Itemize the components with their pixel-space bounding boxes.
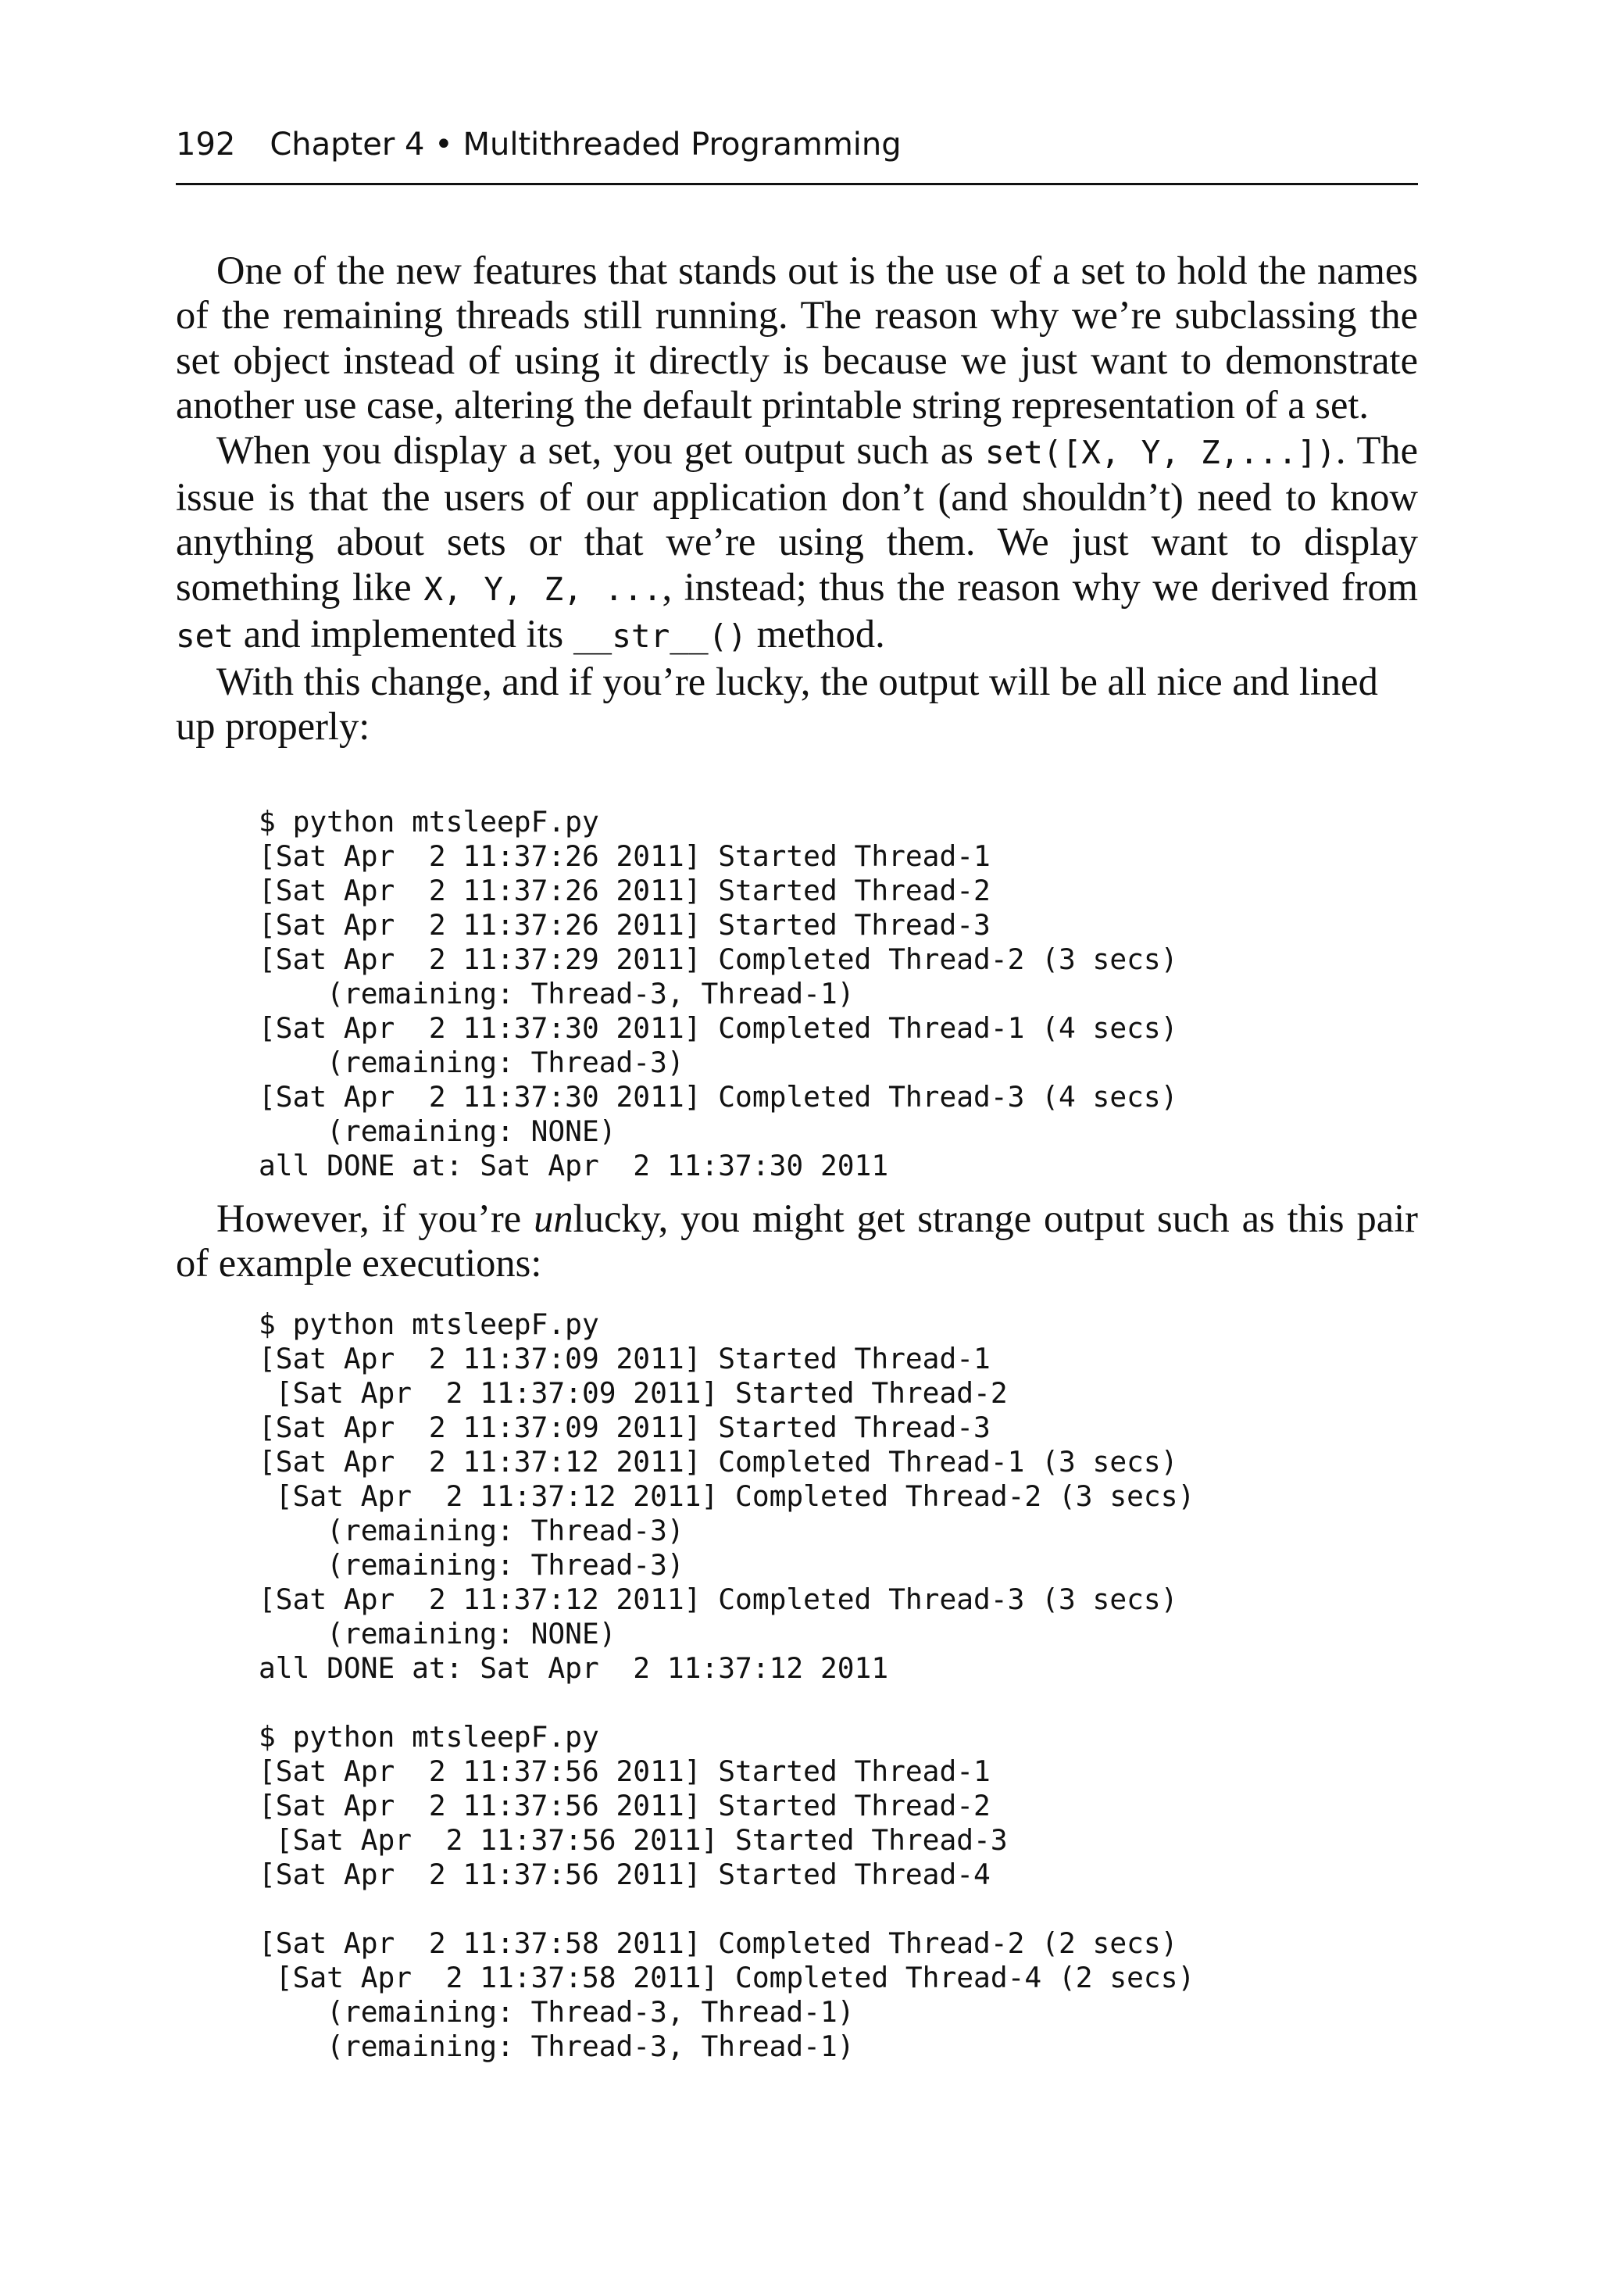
page-number: 192 xyxy=(176,127,236,163)
code-block-unlucky-output: $ python mtsleepF.py [Sat Apr 2 11:37:09 2011] Started Thread-1 [Sat Apr 2 11:37:09 2011] Started Thread-2 [Sat Apr 2 11:37:09 2011] Started Thread-3 [Sat Apr 2 11:37:12 2011] Completed Thread-1 (3 secs) [Sat Apr 2 11:37:12 2011] Completed Thread-2 (3 secs) (remaining: Thread-3) (remaining: Thread-3) [Sat Apr 2 11:37:12 2011] Completed Thread-3 (3 secs) (remaining: NONE) all DONE at: Sat Apr 2 11:37:12 2011 $ python mtsleepF.py [Sat Apr 2 11:37:56 2011] Started Thread-1 [Sat Apr 2 11:37:56 2011] Started Thread-2 [Sat Apr 2 11:37:56 2011] Started Thread-3 [Sat Apr 2 11:37:56 2011] Started Thread-4 [Sat Apr 2 11:37:58 2011] Completed Thread-2 (2 secs) [Sat Apr 2 11:37:58 2011] Completed Thread-4 (2 secs) (remaining: Thread-3, Thread-1) (remaining: Thread-3, Thread-1) xyxy=(259,1307,1195,2063)
emphasis-un: un xyxy=(534,1196,573,1240)
unlucky-text xyxy=(176,1196,1418,1286)
inline-code-set: set([X, Y, Z,...]) xyxy=(984,433,1336,471)
inline-code-set-word: set xyxy=(176,617,234,656)
inline-code-xyz: X, Y, Z, ... xyxy=(423,570,662,608)
code-block-lucky-output: $ python mtsleepF.py [Sat Apr 2 11:37:26 2011] Started Thread-1 [Sat Apr 2 11:37:26 2011] Started Thread-2 [Sat Apr 2 11:37:26 2011] Started Thread-3 [Sat Apr 2 11:37:29 2011] Completed Thread-2 (3 secs) (remaining: Thread-3, Thread-1) [Sat Apr 2 11:37:30 2011] Completed Thread-1 (4 secs) (remaining: Thread-3) [Sat Apr 2 11:37:30 2011] Completed Thread-3 (4 secs) (remaining: NONE) all DONE at: Sat Apr 2 11:37:30 2011 xyxy=(259,805,1178,1182)
paragraph-unlucky-output: However, if you’re unlucky, you might get strange output such as this pair of example executions: xyxy=(176,1196,1418,1286)
paragraph-set-feature: One of the new features that stands out is the use of a set to hold the names of the remaining threads still running. The reason why we’re subclassing the set object instead of using it directly is because we just want to demonstrate another use case, altering the default printable string representation of a set. xyxy=(176,249,1418,427)
paragraph-lucky-output: With this change, and if you’re lucky, the output will be all nice and lined up properly: xyxy=(176,659,1378,749)
running-header xyxy=(176,119,1418,185)
inline-code-str-method: __str__() xyxy=(573,617,748,656)
paragraph-set-display: When you display a set, you get output such as set([X, Y, Z,...]). The issue is that the users of our application don’t (and shouldn’t) need to know anything about sets or that we’re using them. We just want to display something like X, Y, Z, ..., instead; thus the reason why we derived from set and implemented its __str__() method. xyxy=(176,427,1418,656)
chapter-title: Chapter 4 • Multithreaded Programming xyxy=(270,127,902,163)
intro-text xyxy=(176,249,1418,749)
